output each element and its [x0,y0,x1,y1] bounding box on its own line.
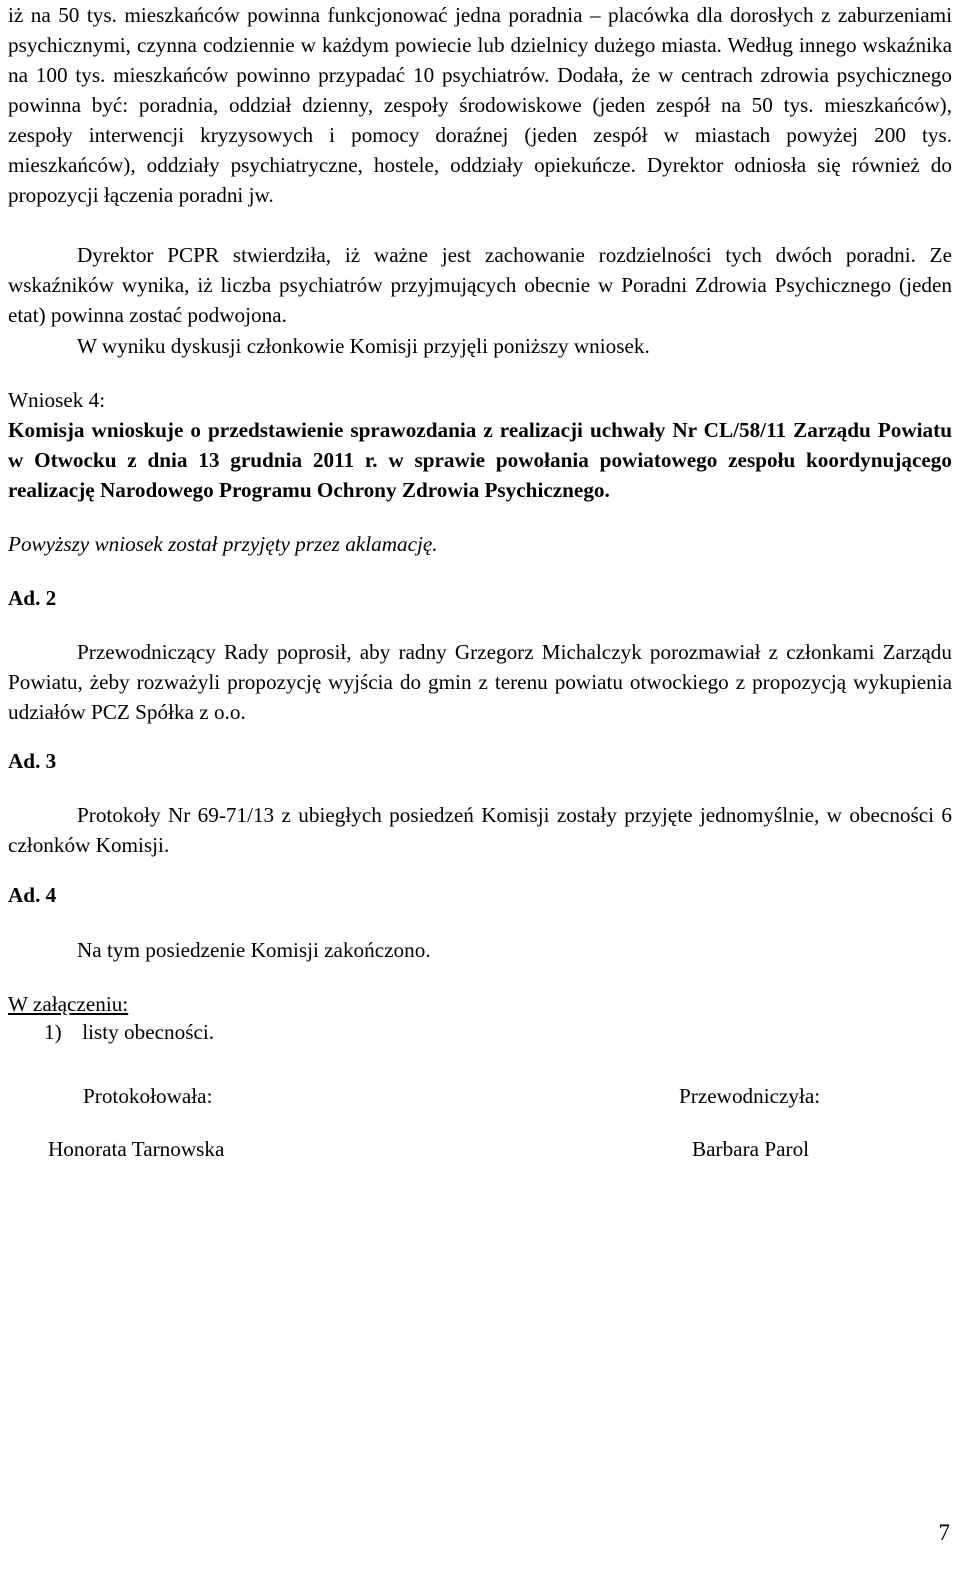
motion-block [8,385,952,505]
ad4-heading: Ad. 4 [8,883,57,907]
ad2-heading: Ad. 2 [8,586,57,610]
ad4-text-block [8,935,952,965]
signature-right-name: Barbara Parol [692,1137,810,1161]
ad3-heading-block [8,746,952,776]
motion-label: Wniosek 4: [8,388,106,412]
attachments-label-text: W załączeniu: [8,992,129,1016]
signature-left-name: Honorata Tarnowska [48,1137,225,1161]
attachment-item [44,1017,214,1047]
attachment-item-number: 1) [44,1020,62,1044]
ad3-text: Protokoły Nr 69-71/13 z ubiegłych posiedzeń Komisji zostały przyjęte jednomyślnie, w obecności 6 członków Komisji. [8,803,952,857]
ad4-text: Na tym posiedzenie Komisji zakończono. [77,938,431,962]
motion-text: Komisja wnioskuje o przedstawienie sprawozdania z realizacji uchwały Nr CL/58/11 Zarządu Powiatu w Otwocku z dnia 13 grudnia 2011 r. w sprawie powołania powiatowego zespołu koordynującego realizację Narodowego Programu Ochrony Zdrowia Psychicznego. [8,418,952,502]
attachments-label [8,989,952,1019]
motion-outcome-block [8,529,952,559]
motion-outcome: Powyższy wniosek został przyjęty przez aklamację. [8,532,438,556]
ad2-text: Przewodniczący Rady poprosił, aby radny Grzegorz Michalczyk porozmawiał z członkami Zarządu Powiatu, żeby rozważyli propozycję wyjścia do gmin z terenu powiatu otwockiego z propozycją wykupienia udziałów PCZ Spółka z o.o. [8,640,952,724]
ad3-heading: Ad. 3 [8,749,57,773]
discussion-result-block [8,331,952,361]
ad3-text-block [8,800,952,860]
ad2-heading-block [8,583,952,613]
signature-right-label: Przewodniczyła: [679,1084,821,1108]
discussion-result: W wyniku dyskusji członkowie Komisji przyjęli poniższy wniosek. [77,334,650,358]
intro-paragraph: iż na 50 tys. mieszkańców powinna funkcjonować jedna poradnia – placówka dla dorosłych z zaburzeniami psychicznymi, czynna codziennie w każdym powiecie lub dzielnicy dużego miasta. Według innego wskaźnika na 100 tys. mieszkańców powinno przypadać 10 psychiatrów. Dodała, że w centrach zdrowia psychicznego powinna być: poradnia, oddział dzienny, zespoły środowiskowe (jeden zespół na 50 tys. mieszkańców), zespoły interwencji kryzysowych i pomocy doraźnej (jeden zespół w miastach powyżej 200 tys. mieszkańców), oddziały psychiatryczne, hostele, oddziały opiekuńcze. Dyrektor odniosła się również do propozycji łączenia poradni jw. [8,3,952,207]
page-number: 7 [938,1520,950,1545]
attachment-item-text: listy obecności. [82,1020,215,1044]
intro-paragraph-block [8,0,952,210]
attachments-label-block [8,989,952,1019]
pcpr-paragraph-block [8,240,952,330]
pcpr-paragraph: Dyrektor PCPR stwierdziła, iż ważne jest zachowanie rozdzielności tych dwóch poradni. Ze wskaźników wynika, iż liczba psychiatrów przyjmujących obecnie w Poradni Zdrowia Psychicznego (jeden etat) powinna zostać podwojona. [8,243,952,327]
ad2-text-block [8,637,952,727]
signature-left-label: Protokołowała: [83,1084,213,1108]
ad4-heading-block [8,880,952,910]
